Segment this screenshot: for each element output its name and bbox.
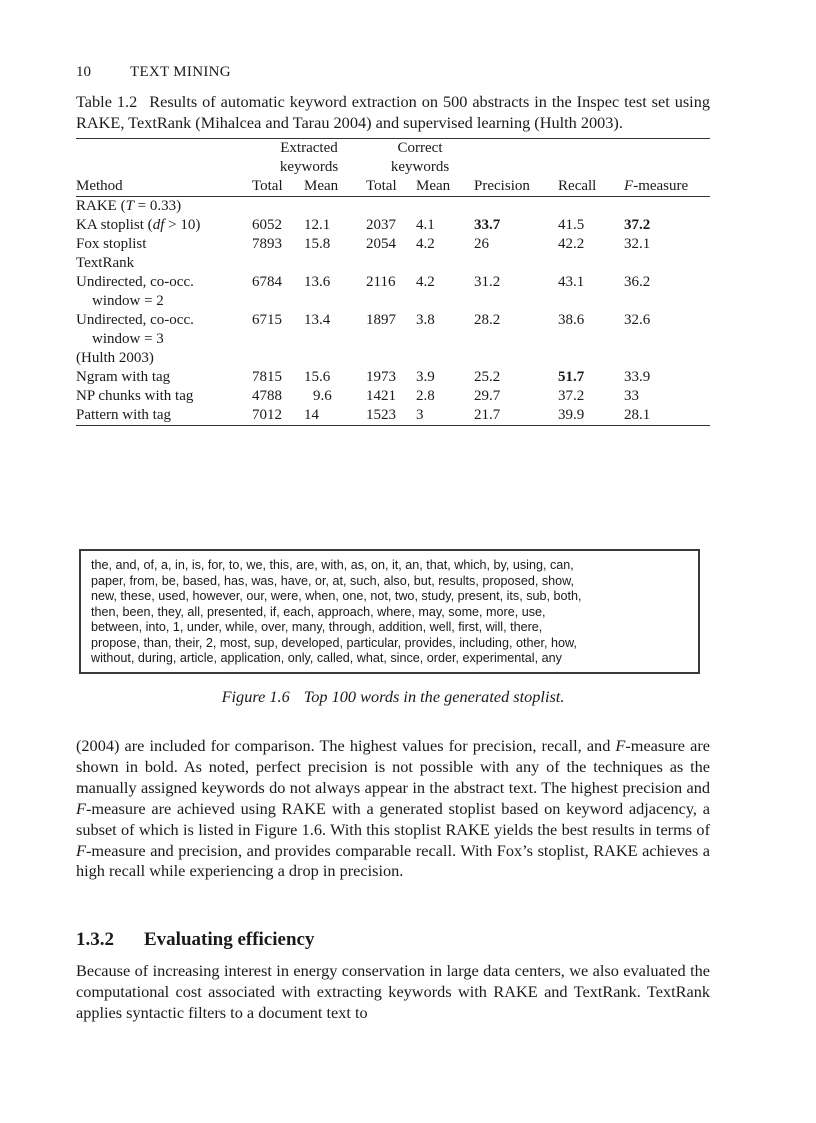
- stoplist-line: paper, from, be, based, has, was, have, or, at, such, also, but, results, proposed, show,: [91, 573, 575, 588]
- cell-recall: 43.1: [558, 274, 585, 290]
- cell-f-measure: 36.2: [624, 274, 651, 290]
- table-caption: [76, 91, 710, 133]
- cell-extracted-total: 6784: [252, 274, 282, 290]
- method-cell: Pattern with tag: [76, 406, 252, 426]
- cell-recall: 38.6: [558, 312, 585, 328]
- section-title-row: [76, 349, 710, 368]
- section-heading: [76, 928, 314, 952]
- table-row: [76, 406, 710, 426]
- section-title-row: [76, 197, 710, 217]
- section-title-textrank: TextRank: [76, 255, 135, 271]
- cell-recall-best: 51.7: [558, 369, 585, 385]
- stoplist-line: without, during, article, application, only, called, what, since, order, experimental, any: [91, 651, 562, 665]
- cell-correct-mean: 3.8: [416, 312, 435, 328]
- results-table: [76, 138, 710, 426]
- cell-precision: 29.7: [474, 388, 501, 404]
- cell-precision: 21.7: [474, 406, 558, 426]
- table-row: [76, 216, 710, 235]
- cell-extracted-mean: 15.6: [304, 369, 331, 385]
- cell-f-measure: 32.6: [624, 312, 651, 328]
- col-header-method: Method: [76, 177, 252, 197]
- cell-correct-mean: 4.2: [416, 236, 435, 252]
- figure-caption-label: Figure 1.6: [221, 687, 290, 706]
- table-group-header-row: [76, 139, 710, 178]
- cell-precision-best: 33.7: [474, 217, 501, 233]
- method-cell: Undirected, co-occ. window = 2: [76, 274, 194, 309]
- table-row: [76, 235, 710, 254]
- cell-correct-total: 1897: [366, 312, 397, 328]
- method-cell: Undirected, co-occ. window = 3: [76, 312, 194, 347]
- method-cell: Fox stoplist: [76, 236, 147, 252]
- cell-extracted-total: 6052: [252, 217, 282, 233]
- table-row: [76, 273, 710, 311]
- stoplist-line: between, into, 1, under, while, over, many, through, addition, well, first, will, there,: [91, 620, 543, 634]
- table-caption-text: Results of automatic keyword extraction on 500 abstracts in the Inspec test set using RAKE, TextRank (Mihalcea and Tarau 2004) and supervised learning (Hulth 2003).: [76, 92, 710, 132]
- cell-extracted-total: 7012: [252, 406, 304, 426]
- figure-caption-text: Top 100 words in the generated stoplist.: [303, 687, 565, 706]
- cell-correct-mean: 4.2: [416, 274, 435, 290]
- cell-correct-mean: 2.8: [416, 388, 435, 404]
- cell-correct-total: 2054: [366, 236, 397, 252]
- cell-f-measure-best: 37.2: [624, 217, 651, 233]
- cell-extracted-mean: 15.8: [304, 236, 331, 252]
- cell-correct-mean: 4.1: [416, 217, 435, 233]
- cell-precision: 26: [474, 236, 490, 252]
- stoplist-line: propose, than, their, 2, most, sup, developed, particular, provides, including, other, how,: [91, 635, 577, 650]
- cell-f-measure: 32.1: [624, 236, 651, 252]
- cell-f-measure: 28.1: [624, 406, 710, 426]
- cell-recall: 41.5: [558, 217, 585, 233]
- cell-recall: 42.2: [558, 236, 585, 252]
- group-header-correct: Correct keywords: [366, 139, 474, 178]
- cell-recall: 39.9: [558, 406, 624, 426]
- col-header-extracted-total: Total: [252, 177, 304, 197]
- cell-extracted-mean: 14: [304, 406, 366, 426]
- cell-extracted-mean: 13.4: [304, 312, 331, 328]
- col-header-extracted-mean: Mean: [304, 177, 366, 197]
- col-header-recall: Recall: [558, 177, 624, 197]
- cell-correct-mean: 3: [416, 406, 474, 426]
- table-row: [76, 368, 710, 387]
- method-cell: NP chunks with tag: [76, 388, 194, 404]
- cell-f-measure: 33.9: [624, 369, 651, 385]
- group-header-extracted: Extracted keywords: [252, 139, 366, 178]
- cell-correct-total: 2037: [366, 217, 397, 233]
- method-cell: Ngram with tag: [76, 369, 171, 385]
- col-header-correct-mean: Mean: [416, 177, 474, 197]
- running-head: [76, 62, 710, 82]
- section-title-hulth: (Hulth 2003): [76, 350, 154, 366]
- table-header-row: [76, 177, 710, 197]
- running-title: TEXT MINING: [130, 64, 231, 80]
- body-paragraph-results: (2004) are included for comparison. The highest values for precision, recall, and F-measure are shown in bold. As noted, perfect precision is not possible with any of the techniques as the manually assigned keywords do not always appear in the abstract text. The highest precision and F-measure are achieved using RAKE with a generated stoplist based on keyword adjacency, a subset of which is listed in Figure 1.6. With this stoplist RAKE yields the best results in terms of F-measure and precision, and provides comparable recall. With Fox’s stoplist, RAKE achieves a high recall while experiencing a drop in precision.: [76, 736, 710, 881]
- cell-extracted-mean: 13.6: [304, 274, 331, 290]
- col-header-precision: Precision: [474, 177, 558, 197]
- table-row: [76, 311, 710, 349]
- cell-extracted-total: 4788: [252, 388, 282, 404]
- cell-correct-total: 1421: [366, 388, 397, 404]
- section-title-rake: RAKE (T = 0.33): [76, 198, 182, 214]
- cell-extracted-total: 7893: [252, 236, 282, 252]
- cell-correct-total: 1973: [366, 369, 397, 385]
- method-cell: KA stoplist (df > 10): [76, 217, 201, 233]
- cell-precision: 25.2: [474, 369, 501, 385]
- cell-extracted-total: 6715: [252, 312, 282, 328]
- cell-extracted-total: 7815: [252, 369, 282, 385]
- cell-precision: 28.2: [474, 312, 501, 328]
- stoplist-line: then, been, they, all, presented, if, each, approach, where, may, some, more, use,: [91, 604, 546, 619]
- page-number: 10: [76, 64, 91, 80]
- cell-recall: 37.2: [558, 388, 585, 404]
- cell-correct-total: 1523: [366, 406, 416, 426]
- table-row: [76, 387, 710, 406]
- stoplist-line: new, these, used, however, our, were, when, one, not, two, study, present, its, sub, both,: [91, 589, 582, 603]
- cell-correct-mean: 3.9: [416, 369, 435, 385]
- cell-f-measure: 33: [624, 388, 640, 404]
- table-caption-label: Table 1.2: [76, 92, 138, 111]
- section-number: 1.3.2: [76, 929, 114, 950]
- body-paragraph-efficiency: Because of increasing interest in energy conservation in large data centers, we also evaluated the computational cost associated with extracting keywords with RAKE and TextRank. TextRank applies syntactic filters to a document text to: [76, 961, 710, 1022]
- page-content: [76, 62, 710, 426]
- stoplist-line: the, and, of, a, in, is, for, to, we, this, are, with, as, on, it, an, that, which, by, using, can,: [91, 558, 574, 572]
- cell-precision: 31.2: [474, 274, 501, 290]
- cell-correct-total: 2116: [366, 274, 396, 290]
- col-header-correct-total: Total: [366, 177, 416, 197]
- cell-extracted-mean: 12.1: [304, 217, 331, 233]
- section-title-row: [76, 254, 710, 273]
- stoplist-figure-box: [79, 549, 700, 674]
- figure-caption: [76, 686, 710, 707]
- col-header-f-measure: F-measure: [624, 177, 710, 197]
- section-title: Evaluating efficiency: [144, 929, 315, 950]
- cell-extracted-mean: 9.6: [313, 388, 332, 404]
